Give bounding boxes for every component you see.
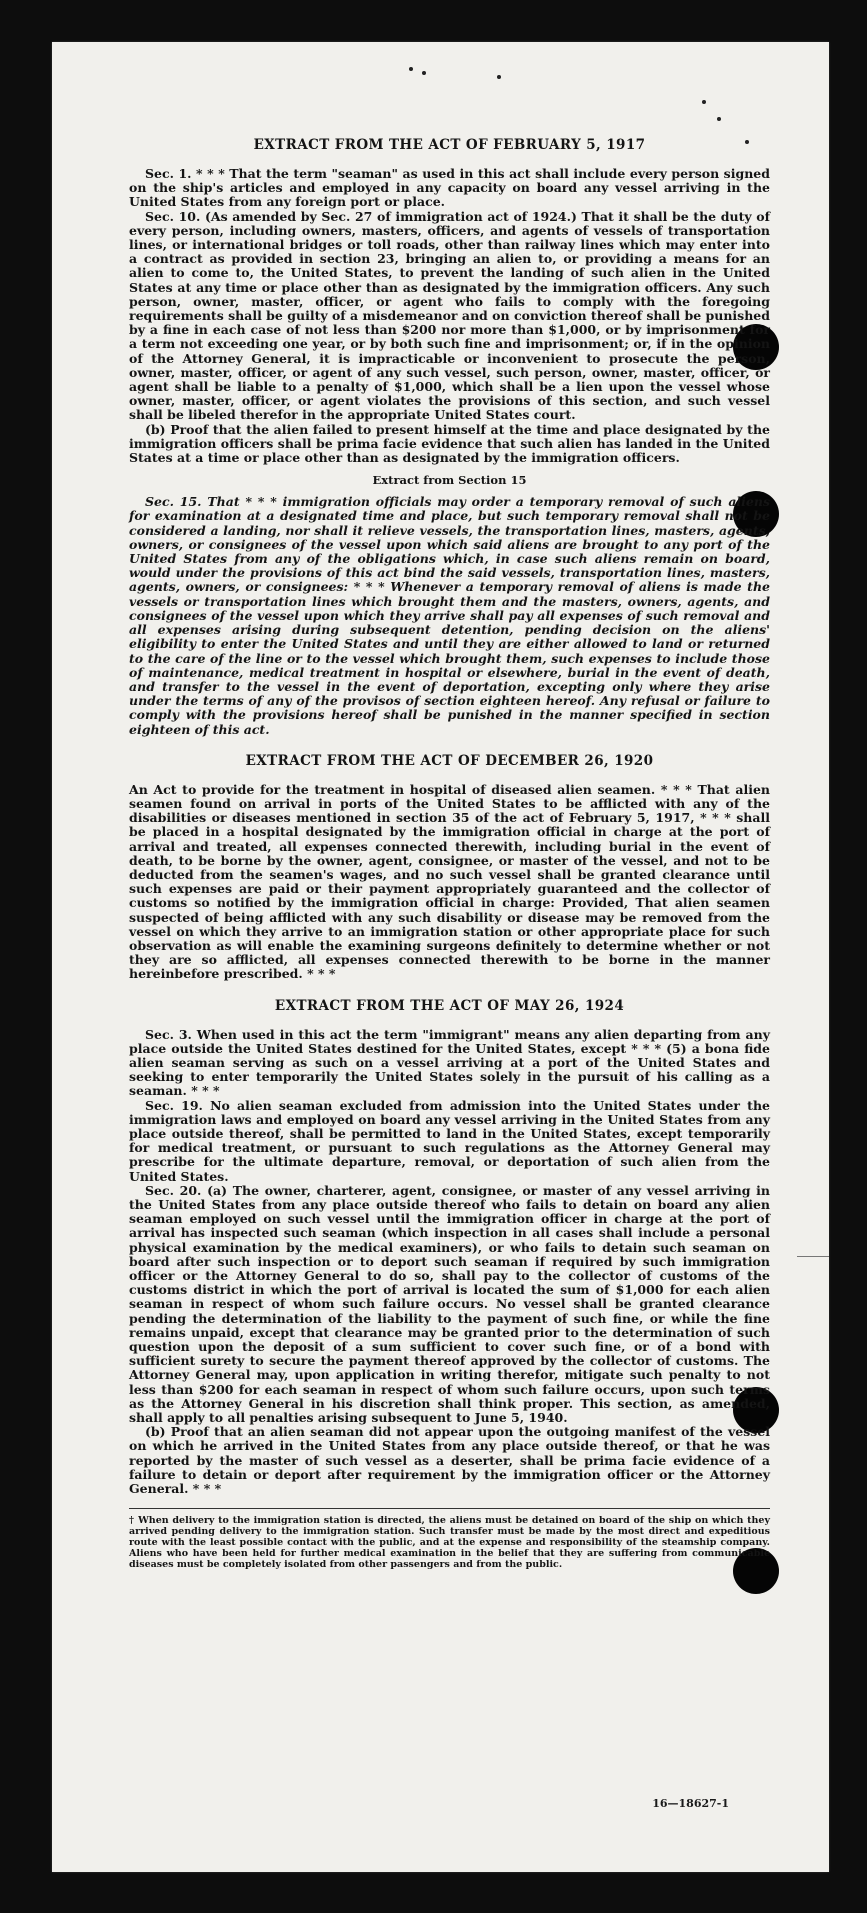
paragraph: Sec. 19. No alien seaman excluded from admission into the United States under the immigration laws and employed on board any vessel arriving in the United States from any place outside thereof, shall be permitted to land in the United States, except temporarily for medical treatment, or pursuant to such regulations as the Attorney General may prescribe for the ultimate departure, removal, or deportation of such alien from the United States. xyxy=(129,1097,770,1184)
paragraph: (b) Proof that the alien failed to present himself at the time and place designated by the immigration officers shall be prima facie evidence that such alien has landed in the United States at a time or place other than as designated by the immigration officers. xyxy=(129,421,770,466)
form-number: 16—18627-1 xyxy=(652,1797,729,1810)
paragraph: Sec. 10. (As amended by Sec. 27 of immigration act of 1924.) That it shall be the duty of every person, including owners, masters, officers, and agents of vessels of transportation lines, or international bridges or toll roads, other than railway lines which may enter into a contract as provided in section 23, bringing an alien to, or providing a means for an alien to come to, the United States, to prevent the landing of such alien in the United States at any time or place other than as designated by the immigration officers. Any such person, owner, master, officer, or agent who fails to comply with the foregoing requirements shall be guilty of a misdemeanor and on conviction thereof shall be punished by a fine in each case of not less than $200 nor more than $1,000, or by imprisonment for a term not exceeding one year, or by both such fine and imprisonment; or, if in the opinion of the Attorney General, it is impracticable or inconvenient to prosecute the person, owner, master, officer, or agent of any such vessel, such person, owner, master, officer, or agent shall be liable to a penalty of $1,000, which shall be a lien upon the vessel whose owner, master, officer, or agent violates the provisions of this section, and such vessel shall be libeled therefor in the appropriate United States court. xyxy=(129,208,770,423)
footnote: † When delivery to the immigration station is directed, the aliens must be detained on board of the ship on which they arrived pending delivery to the immigration station. Such transfer must be made by the most direct and expeditious route with the least possible contact with the public, and at the expense and responsibility of the steamship company. Aliens who have been held for further medical examination in the belief that they are suffering from communicable diseases must be completely isolated from other passengers and from the public. xyxy=(129,1515,770,1571)
dust-speck xyxy=(497,75,501,79)
paragraph: Sec. 3. When used in this act the term "immigrant" means any alien departing from any place outside the United States destined for the United States, except * * * (5) a bona fide alien seaman serving as such on a vessel arriving at a port of the United States and seeking to enter temporarily the United States solely in the pursuit of his calling as a seaman. * * * xyxy=(129,1026,770,1099)
scan-edge-mark xyxy=(797,1256,829,1257)
document-body xyxy=(129,137,770,1570)
footnote-divider xyxy=(129,1508,770,1509)
document-page xyxy=(52,42,829,1872)
paragraph: Sec. 1. * * * That the term "seaman" as used in this act shall include every person signed on the ship's articles and employed in any capacity on board any vessel arriving in the United States from any foreign port or place. xyxy=(129,166,770,210)
dust-speck xyxy=(422,71,426,75)
paragraph: Sec. 15. That * * * immigration officials may order a temporary removal of such aliens for examination at a designated time and place, but such temporary removal shall not be considered a landing, nor shall it relieve vessels, the transportation lines, masters, agents, owners, or consignees of the vessel upon which said aliens are brought to any port of the United States from any of the obligations which, in case such aliens remain on board, would under the provisions of this act bind the said vessels, transportation lines, masters, agents, owners, or consignees: * * * Whenever a temporary removal of aliens is made the vessels or transportation lines which brought them and the masters, owners, agents, and consignees of the vessel upon which they arrive shall pay all expenses of such removal and all expenses arising during subsequent detention, pending decision on the aliens' eligibility to enter the United States and until they are either allowed to land or returned to the care of the line or to the vessel which brought them, such expenses to include those of maintenance, medical treatment in hospital or elsewhere, burial in the event of death, and transfer to the vessel in the event of deportation, excepting only where they arise under the terms of any of the provisos of section eighteen hereof. Any refusal or failure to comply with the provisions hereof shall be punished in the manner specified in section eighteen of this act. xyxy=(129,494,770,737)
dust-speck xyxy=(717,117,721,121)
paragraph: Sec. 20. (a) The owner, charterer, agent, consignee, or master of any vessel arriving in the United States from any place outside thereof who fails to detain on board any alien seaman employed on such vessel until the immigration officer in charge at the port of arrival has inspected such seaman (which inspection in all cases shall include a personal physical examination by the medical examiners), or who fails to detain such seaman on board after such inspection or to deport such seaman if required by such immigration officer or the Attorney General to do so, shall pay to the collector of customs of the customs district in which the port of arrival is located the sum of $1,000 for each alien seaman in respect of whom such failure occurs. No vessel shall be granted clearance pending the determination of the liability to the payment of such fine, or while the fine remains unpaid, except that clearance may be granted prior to the determination of such question upon the deposit of a sum sufficient to cover such fine, or of a bond with sufficient surety to secure the payment thereof approved by the collector of customs. The Attorney General may, upon application in writing therefor, mitigate such penalty to not less than $200 for each seaman in respect of whom such failure occurs, upon such terms as the Attorney General in his discretion shall think proper. This section, as amended, shall apply to all penalties arising subsequent to June 5, 1940. xyxy=(129,1182,770,1426)
section-heading: EXTRACT FROM THE ACT OF FEBRUARY 5, 1917 xyxy=(253,137,646,153)
paragraph: (b) Proof that an alien seaman did not appear upon the outgoing manifest of the vessel on which he arrived in the United States from any place outside thereof, or that he was reported by the master of such vessel as a deserter, shall be prima facie evidence of a failure to detain or deport after requirement by the immigration officer or the Attorney General. * * * xyxy=(129,1424,770,1497)
dust-speck xyxy=(409,67,413,71)
paragraph: An Act to provide for the treatment in hospital of diseased alien seamen. * * * That alien seamen found on arrival in ports of the United States to be afflicted with any of the disabilities or diseases mentioned in section 35 of the act of February 5, 1917, * * * shall be placed in a hospital designated by the immigration official in charge at the port of arrival and treated, all expenses connected therewith, including burial in the event of death, to be borne by the owner, agent, consignee, or master of the vessel, and not to be deducted from the seamen's wages, and no such vessel shall be granted clearance until such expenses are paid or their payment appropriately guaranteed and the collector of customs so notified by the immigration official in charge: Provided, That alien seamen suspected of being afflicted with any such disability or disease may be removed from the vessel on which they arrive to an immigration station or other appropriate place for such observation as will enable the examining surgeons definitely to determine whether or not they are so afflicted, all expenses connected therewith to be borne in the manner hereinbefore prescribed. * * * xyxy=(129,781,770,982)
dust-speck xyxy=(702,100,706,104)
section-heading: EXTRACT FROM THE ACT OF MAY 26, 1924 xyxy=(274,997,625,1014)
section-heading: EXTRACT FROM THE ACT OF DECEMBER 26, 1920 xyxy=(245,752,654,769)
section-subheading: Extract from Section 15 xyxy=(372,473,527,488)
